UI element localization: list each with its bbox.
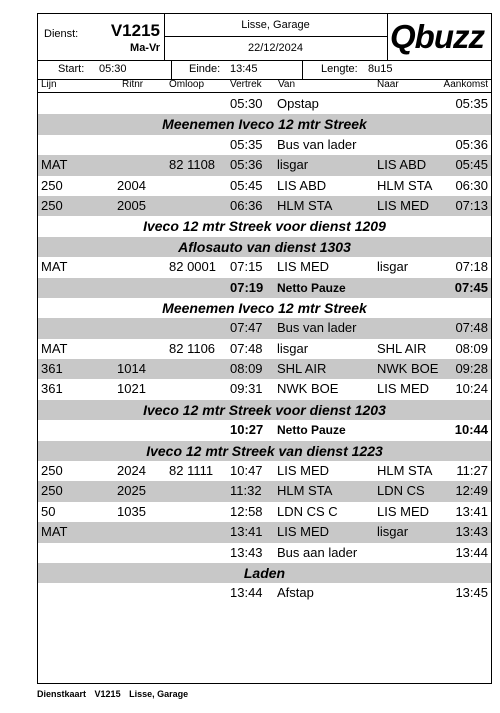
column-header	[38, 79, 491, 93]
cell-pause-label: Netto Pauze	[277, 280, 346, 295]
cell-aankomst: 13:44	[455, 544, 488, 560]
start-label: Start:	[58, 63, 85, 75]
table-row	[38, 502, 491, 522]
cell-aankomst: 10:44	[454, 422, 488, 438]
qbuzz-logo: Qbuzz	[390, 18, 484, 55]
cell-naar: HLM STA	[377, 177, 433, 193]
cell-naar: NWK BOE	[377, 361, 439, 377]
cell-vertrek: 07:48	[230, 340, 263, 356]
col-omloop: Omloop	[169, 79, 205, 90]
cell-ritnr: 2025	[117, 483, 146, 499]
cell-ritnr: 1035	[117, 503, 146, 519]
table-row	[38, 339, 491, 359]
section-title-row	[38, 441, 491, 461]
section-title-row	[38, 563, 491, 583]
cell-vertrek: 13:43	[230, 544, 263, 560]
section-title: Meenemen Iveco 12 mtr Streek	[162, 299, 367, 316]
cell-naar: HLM STA	[377, 463, 433, 479]
cell-van: Bus van lader	[277, 136, 357, 152]
cell-vertrek: 05:45	[230, 177, 263, 193]
cell-naar: LIS MED	[377, 381, 430, 397]
cell-aankomst: 07:18	[455, 259, 488, 275]
lengte-label: Lengte:	[321, 63, 358, 75]
cell-van: LIS ABD	[277, 177, 327, 193]
table-row	[38, 196, 491, 216]
table-row	[38, 318, 491, 338]
cell-omloop: 82 0001	[169, 259, 216, 275]
table-row	[38, 257, 491, 277]
cell-lijn: MAT	[41, 524, 68, 540]
section-title-row	[38, 400, 491, 420]
cell-vertrek: 07:19	[230, 279, 264, 295]
einde-label: Einde:	[189, 63, 221, 75]
cell-aankomst: 05:36	[455, 136, 488, 152]
cell-aankomst: 08:09	[455, 340, 488, 356]
cell-naar: lisgar	[377, 259, 409, 275]
cell-van: NWK BOE	[277, 381, 339, 397]
start-value: 05:30	[99, 63, 127, 75]
cell-van: Bus aan lader	[277, 544, 358, 560]
footer-label: Dienstkaart	[37, 689, 87, 699]
cell-van: lisgar	[277, 157, 309, 173]
cell-naar: LIS MED	[377, 503, 430, 519]
dienst-number: V1215	[110, 21, 160, 40]
cell-lijn: 250	[41, 177, 63, 193]
cell-aankomst: 12:49	[455, 483, 488, 499]
table-row	[38, 94, 491, 114]
table-row	[38, 522, 491, 542]
table-row	[38, 359, 491, 379]
pause-row	[38, 278, 491, 298]
cell-naar: lisgar	[377, 524, 409, 540]
section-title: Aflosauto van dienst 1303	[178, 238, 351, 255]
cell-omloop: 82 1111	[169, 463, 214, 479]
cell-van: LIS MED	[277, 259, 330, 275]
cell-van: LIS MED	[277, 463, 330, 479]
cell-van: HLM STA	[277, 483, 333, 499]
col-aankomst: Aankomst	[443, 79, 488, 90]
cell-aankomst: 05:35	[455, 96, 488, 111]
pause-row	[38, 420, 491, 440]
cell-omloop: 82 1108	[169, 157, 216, 173]
cell-vertrek: 12:58	[230, 503, 263, 519]
cell-vertrek: 05:36	[230, 157, 263, 173]
footer-location: Lisse, Garage	[129, 689, 189, 699]
cell-van: SHL AIR	[277, 361, 327, 377]
cell-aankomst: 06:30	[455, 177, 488, 193]
location-date-box	[164, 14, 388, 60]
lengte-value: 8u15	[368, 63, 393, 75]
cell-aankomst: 07:48	[455, 320, 488, 336]
col-vertrek: Vertrek	[230, 79, 262, 90]
section-title-row	[38, 237, 491, 257]
table-row	[38, 135, 491, 155]
col-van: Van	[278, 79, 296, 90]
cell-vertrek: 13:41	[230, 524, 263, 540]
cell-lijn: 361	[41, 361, 63, 377]
cell-van: Bus van lader	[277, 320, 357, 336]
cell-vertrek: 10:27	[230, 422, 264, 438]
sheet-header	[38, 14, 491, 60]
table-row	[38, 461, 491, 481]
cell-ritnr: 2005	[117, 197, 146, 213]
cell-aankomst: 13:45	[455, 585, 488, 601]
table-row	[38, 155, 491, 175]
cell-naar: LIS ABD	[377, 157, 427, 173]
cell-lijn: 250	[41, 483, 63, 499]
dienst-label: Dienst:	[44, 28, 79, 40]
cell-van: Afstap	[277, 585, 314, 601]
cell-aankomst: 11:27	[456, 463, 488, 479]
cell-naar: SHL AIR	[377, 340, 427, 356]
cell-vertrek: 10:47	[230, 463, 263, 479]
dienst-box	[38, 14, 165, 60]
table-row	[38, 481, 491, 501]
cell-van: lisgar	[277, 340, 309, 356]
section-title: Meenemen Iveco 12 mtr Streek	[162, 116, 367, 133]
section-title-row	[38, 216, 491, 236]
cell-van: LIS MED	[277, 524, 330, 540]
cell-ritnr: 2004	[117, 177, 146, 193]
cell-aankomst: 07:45	[454, 279, 488, 295]
col-lijn: Lijn	[41, 79, 57, 90]
cell-naar: LIS MED	[377, 197, 430, 213]
cell-lijn: 361	[41, 381, 63, 397]
date: 22/12/2024	[247, 42, 304, 54]
cell-naar: LDN CS	[377, 483, 425, 499]
cell-vertrek: 06:36	[230, 197, 263, 213]
section-title: Iveco 12 mtr Streek voor dienst 1209	[143, 218, 386, 235]
schedule-rows	[38, 94, 491, 604]
section-title: Laden	[243, 564, 286, 581]
cell-van: LDN CS C	[277, 503, 338, 519]
cell-ritnr: 1021	[117, 381, 146, 397]
cell-lijn: 250	[41, 197, 63, 213]
cell-pause-label: Netto Pauze	[277, 423, 346, 438]
einde-value: 13:45	[230, 63, 258, 75]
cell-lijn: MAT	[41, 340, 68, 356]
table-row	[38, 379, 491, 399]
cell-aankomst: 10:24	[455, 381, 488, 397]
table-row	[38, 543, 491, 563]
cell-lijn: 250	[41, 463, 63, 479]
cell-aankomst: 09:28	[455, 361, 488, 377]
section-title: Iveco 12 mtr Streek van dienst 1223	[146, 442, 383, 459]
cell-ritnr: 1014	[117, 361, 146, 377]
cell-lijn: 50	[41, 503, 56, 519]
section-title-row	[38, 298, 491, 318]
section-title: Iveco 12 mtr Streek voor dienst 1203	[143, 401, 386, 418]
section-title-row	[38, 114, 491, 134]
cell-vertrek: 05:30	[230, 96, 263, 111]
cell-vertrek: 13:44	[230, 585, 263, 601]
cell-lijn: MAT	[41, 157, 68, 173]
times-bar	[38, 60, 491, 80]
cell-vertrek: 09:31	[230, 381, 263, 397]
footer-dienst: V1215	[94, 689, 121, 699]
dienst-days: Ma-Vr	[130, 42, 160, 54]
cell-aankomst: 13:43	[455, 524, 488, 540]
cell-aankomst: 05:45	[455, 157, 488, 173]
location: Lisse, Garage	[164, 14, 387, 37]
cell-vertrek: 11:32	[230, 483, 262, 499]
table-row	[38, 583, 491, 603]
page-footer	[37, 689, 194, 699]
cell-omloop: 82 1106	[169, 340, 216, 356]
cell-vertrek: 05:35	[230, 136, 263, 152]
col-naar: Naar	[377, 79, 399, 90]
cell-vertrek: 08:09	[230, 361, 263, 377]
cell-aankomst: 07:13	[455, 197, 488, 213]
cell-vertrek: 07:15	[230, 259, 263, 275]
dienstkaart-sheet	[37, 13, 492, 684]
cell-van: Opstap	[277, 96, 319, 111]
cell-vertrek: 07:47	[230, 320, 263, 336]
cell-aankomst: 13:41	[455, 503, 488, 519]
cell-ritnr: 2024	[117, 463, 146, 479]
col-ritnr: Ritnr	[122, 79, 144, 90]
table-row	[38, 176, 491, 196]
cell-van: HLM STA	[277, 197, 333, 213]
cell-lijn: MAT	[41, 259, 68, 275]
